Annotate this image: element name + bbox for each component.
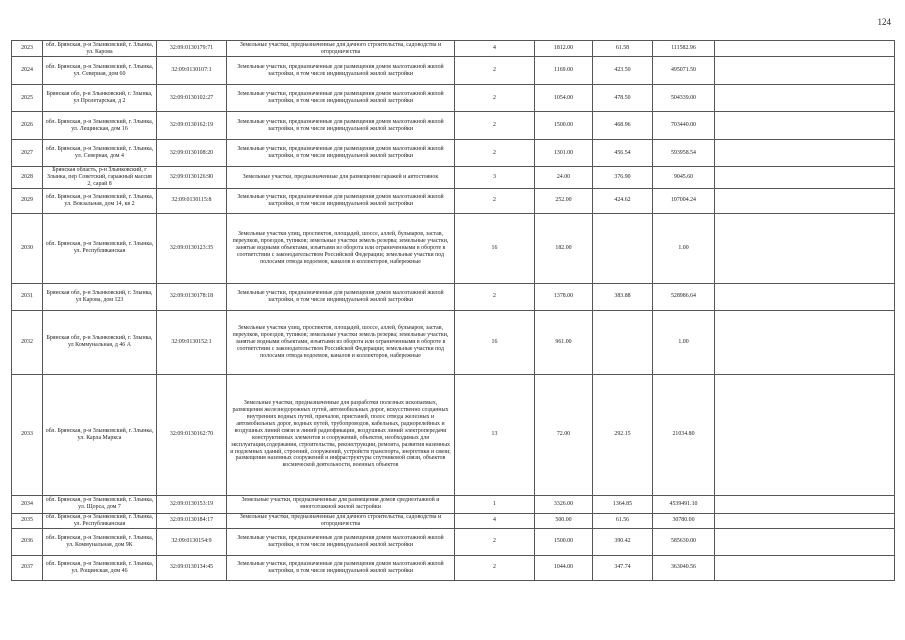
unit-price-cell: 390.42 bbox=[593, 528, 653, 555]
land-use-cell: Земельные участки, предназначенные для разработки полезных ископаемых, размещения железнодорожных путей, автомобильных дорог, искусственно созданных внутренних водных путей, причалов, пристаней, полос отвода железных и автомобильных дорог, водных путей, трубопроводов, кабельных, радиорелейных и воздушных линий связи и линий радиофикации, воздушных линий электропередачи конструктивных элементов и сооружений, объектов, необходимых для эксплуатации,содержания, строительства, реконструкции, ремонта, развития наземных и подземных зданий, строений, сооружений, устройств транспорта, энергетики и связи; размещения наземных сооружений и инфраструктуры спутниковой связи, объектов космической деятельности, военных объектов bbox=[227, 374, 455, 495]
cadastral-value-cell: 528986.64 bbox=[653, 283, 715, 310]
land-use-cell: Земельные участки, предназначенные для размещения домов малоэтажной жилой застройки, в том числе индивидуальной жилой застройки bbox=[227, 555, 455, 580]
empty-cell bbox=[715, 213, 895, 283]
address-cell: обл. Брянская, р-н Злынковский, г. Злынка, ул. Щорса, дом 7 bbox=[43, 495, 157, 513]
row-number: 2030 bbox=[12, 213, 43, 283]
area-cell: 1301.00 bbox=[535, 140, 593, 167]
address-cell: обл. Брянская, р-н Злынковский, г. Злынка, ул. Лещинская, дом 16 bbox=[43, 112, 157, 140]
cadastral-value-cell: 1.00 bbox=[653, 310, 715, 374]
row-number: 2027 bbox=[12, 140, 43, 167]
cadastral-value-cell: 363040.56 bbox=[653, 555, 715, 580]
cadastral-number-cell: 32:09:0130178:18 bbox=[157, 283, 227, 310]
area-cell: 1812.00 bbox=[535, 41, 593, 57]
unit-price-cell: 292.15 bbox=[593, 374, 653, 495]
row-number: 2026 bbox=[12, 112, 43, 140]
land-use-cell: Земельные участки, предназначенные для размещения домов малоэтажной жилой застройки, в том числе индивидуальной жилой застройки bbox=[227, 528, 455, 555]
cadastral-number-cell: 32:09:0130153:19 bbox=[157, 495, 227, 513]
land-use-cell: Земельные участки, предназначенные для размещения домов малоэтажной жилой застройки, в том числе индивидуальной жилой застройки bbox=[227, 85, 455, 112]
unit-price-cell: 423.50 bbox=[593, 57, 653, 85]
row-number: 2035 bbox=[12, 513, 43, 528]
row-number: 2031 bbox=[12, 283, 43, 310]
empty-cell bbox=[715, 528, 895, 555]
cadastral-value-cell: 4539491.10 bbox=[653, 495, 715, 513]
unit-price-cell: 347.74 bbox=[593, 555, 653, 580]
empty-cell bbox=[715, 85, 895, 112]
unit-price-cell: 61.56 bbox=[593, 513, 653, 528]
cadastral-number-cell: 32:09:0130152:1 bbox=[157, 310, 227, 374]
table-row bbox=[12, 112, 895, 140]
address-cell: Брянская область, р-н Злынковский, г Злынка, пер Советский, гаражный массив 2, сарай 8 bbox=[43, 167, 157, 189]
empty-cell bbox=[715, 188, 895, 213]
address-cell: обл. Брянская, р-н Злынковский, г. Злынка, ул. Карова bbox=[43, 41, 157, 57]
row-number: 2037 bbox=[12, 555, 43, 580]
area-cell: 1378.00 bbox=[535, 283, 593, 310]
cadastral-value-cell: 585630.00 bbox=[653, 528, 715, 555]
empty-cell bbox=[715, 283, 895, 310]
use-code-cell: 2 bbox=[455, 57, 535, 85]
unit-price-cell: 376.90 bbox=[593, 167, 653, 189]
cadastral-value-cell: 1.00 bbox=[653, 213, 715, 283]
area-cell: 1500.00 bbox=[535, 112, 593, 140]
empty-cell bbox=[715, 41, 895, 57]
empty-cell bbox=[715, 57, 895, 85]
use-code-cell: 2 bbox=[455, 555, 535, 580]
use-code-cell: 2 bbox=[455, 112, 535, 140]
use-code-cell: 16 bbox=[455, 310, 535, 374]
area-cell: 1044.00 bbox=[535, 555, 593, 580]
use-code-cell: 16 bbox=[455, 213, 535, 283]
unit-price-cell: 424.62 bbox=[593, 188, 653, 213]
row-number: 2028 bbox=[12, 167, 43, 189]
address-cell: обл. Брянская, р-н Злынковский, г. Злынка, ул. Республиканская bbox=[43, 213, 157, 283]
address-cell: обл. Брянская, р-н Злынковский, г. Злынка, ул. Республиканская bbox=[43, 513, 157, 528]
unit-price-cell: 61.58 bbox=[593, 41, 653, 57]
cadastral-value-cell: 703440.00 bbox=[653, 112, 715, 140]
cadastral-value-cell: 111582.96 bbox=[653, 41, 715, 57]
table-row bbox=[12, 188, 895, 213]
table-row bbox=[12, 528, 895, 555]
use-code-cell: 4 bbox=[455, 513, 535, 528]
unit-price-cell: 1364.85 bbox=[593, 495, 653, 513]
table-row bbox=[12, 41, 895, 57]
empty-cell bbox=[715, 112, 895, 140]
table-body bbox=[12, 41, 895, 581]
empty-cell bbox=[715, 555, 895, 580]
land-use-cell: Земельные участки, предназначенные для дачного строительства, садоводства и огородничества bbox=[227, 513, 455, 528]
use-code-cell: 2 bbox=[455, 140, 535, 167]
cadastral-number-cell: 32:09:0130126:90 bbox=[157, 167, 227, 189]
land-use-cell: Земельные участки, предназначенные для размещения домов малоэтажной жилой застройки, в том числе индивидуальной жилой застройки bbox=[227, 283, 455, 310]
table-row bbox=[12, 85, 895, 112]
area-cell: 1169.00 bbox=[535, 57, 593, 85]
cadastral-number-cell: 32:09:0130162:19 bbox=[157, 112, 227, 140]
address-cell: обл. Брянская, р-н Злынковский, г. Злынка, ул. Рощинская, дом 46 bbox=[43, 555, 157, 580]
area-cell: 1500.00 bbox=[535, 528, 593, 555]
row-number: 2033 bbox=[12, 374, 43, 495]
area-cell: 500.00 bbox=[535, 513, 593, 528]
cadastral-value-cell: 495071.50 bbox=[653, 57, 715, 85]
address-cell: обл. Брянская, р-н Злынковский, г. Злынка, ул. Коммунальная, дом 9К bbox=[43, 528, 157, 555]
cadastral-number-cell: 32:09:0130102:27 bbox=[157, 85, 227, 112]
land-use-cell: Земельные участки, предназначенные для размещения домов малоэтажной жилой застройки, в том числе индивидуальной жилой застройки bbox=[227, 188, 455, 213]
cadastral-value-cell: 9045.60 bbox=[653, 167, 715, 189]
cadastral-number-cell: 32:09:0130123:35 bbox=[157, 213, 227, 283]
row-number: 2036 bbox=[12, 528, 43, 555]
use-code-cell: 1 bbox=[455, 495, 535, 513]
row-number: 2023 bbox=[12, 41, 43, 57]
address-cell: Брянская обл, р-н Злынковский, г. Злынка, ул Пролетарская, д 2 bbox=[43, 85, 157, 112]
unit-price-cell: 468.96 bbox=[593, 112, 653, 140]
use-code-cell: 3 bbox=[455, 167, 535, 189]
unit-price-cell: 383.88 bbox=[593, 283, 653, 310]
empty-cell bbox=[715, 495, 895, 513]
row-number: 2034 bbox=[12, 495, 43, 513]
table-row bbox=[12, 495, 895, 513]
row-number: 2024 bbox=[12, 57, 43, 85]
cadastral-value-cell: 504339.00 bbox=[653, 85, 715, 112]
cadastral-number-cell: 32:09:0130162:70 bbox=[157, 374, 227, 495]
land-use-cell: Земельные участки, предназначенные для дачного строительства, садоводства и огородничества bbox=[227, 41, 455, 57]
cadastral-number-cell: 32:09:0130184:17 bbox=[157, 513, 227, 528]
area-cell: 182.00 bbox=[535, 213, 593, 283]
cadastral-value-cell: 593958.54 bbox=[653, 140, 715, 167]
empty-cell bbox=[715, 167, 895, 189]
use-code-cell: 2 bbox=[455, 85, 535, 112]
cadastral-number-cell: 32:09:0130179:71 bbox=[157, 41, 227, 57]
land-use-cell: Земельные участки, предназначенные для размещения домов малоэтажной жилой застройки, в том числе индивидуальной жилой застройки bbox=[227, 140, 455, 167]
use-code-cell: 4 bbox=[455, 41, 535, 57]
address-cell: обл. Брянская, р-н Злынковский, г. Злынка, ул. Карла Маркса bbox=[43, 374, 157, 495]
table-row bbox=[12, 140, 895, 167]
empty-cell bbox=[715, 513, 895, 528]
cadastral-number-cell: 32:09:0130154:9 bbox=[157, 528, 227, 555]
cadastral-number-cell: 32:09:0130107:1 bbox=[157, 57, 227, 85]
use-code-cell: 13 bbox=[455, 374, 535, 495]
unit-price-cell: 456.54 bbox=[593, 140, 653, 167]
land-use-cell: Земельные участки, предназначенные для размещения домов малоэтажной жилой застройки, в том числе индивидуальной жилой застройки bbox=[227, 57, 455, 85]
cadastral-value-cell: 21034.80 bbox=[653, 374, 715, 495]
table-row bbox=[12, 310, 895, 374]
area-cell: 72.00 bbox=[535, 374, 593, 495]
table-row bbox=[12, 167, 895, 189]
area-cell: 961.00 bbox=[535, 310, 593, 374]
table-row bbox=[12, 57, 895, 85]
table-row bbox=[12, 374, 895, 495]
area-cell: 252.00 bbox=[535, 188, 593, 213]
table-row bbox=[12, 213, 895, 283]
land-use-cell: Земельные участки, предназначенные для размещения домов малоэтажной жилой застройки, в том числе индивидуальной жилой застройки bbox=[227, 112, 455, 140]
use-code-cell: 2 bbox=[455, 188, 535, 213]
use-code-cell: 2 bbox=[455, 283, 535, 310]
area-cell: 1054.00 bbox=[535, 85, 593, 112]
empty-cell bbox=[715, 140, 895, 167]
cadastral-number-cell: 32:09:0130115:8 bbox=[157, 188, 227, 213]
unit-price-cell: 478.50 bbox=[593, 85, 653, 112]
empty-cell bbox=[715, 374, 895, 495]
table-row bbox=[12, 555, 895, 580]
land-use-cell: Земельные участки, предназначенные для размещения гаражей и автостоянок bbox=[227, 167, 455, 189]
cadastral-value-cell: 30780.00 bbox=[653, 513, 715, 528]
area-cell: 3326.00 bbox=[535, 495, 593, 513]
table-row bbox=[12, 283, 895, 310]
address-cell: обл. Брянская, р-н Злынковский, г. Злынка, ул. Вокзальная, дом 14, кв 2 bbox=[43, 188, 157, 213]
land-use-cell: Земельные участки улиц, проспектов, площадей, шоссе, аллей, бульваров, застав, переулков, проездов, тупиков; земельные участки земель резерва; земельные участки, занятые водными объектами, изъятыми из оборота или ограниченными в обороте в соответствии с законодательством Российской Федерации; земельные участки под полосами отвода водоемов, каналов и коллекторов, набережные bbox=[227, 310, 455, 374]
land-registry-table bbox=[11, 40, 895, 581]
use-code-cell: 2 bbox=[455, 528, 535, 555]
unit-price-cell bbox=[593, 213, 653, 283]
page-number: 124 bbox=[877, 17, 891, 27]
address-cell: обл. Брянская, р-н Злынковский, г. Злынка, ул. Северная, дом 4 bbox=[43, 140, 157, 167]
address-cell: обл. Брянская, р-н Злынковский, г. Злынка, ул. Северная, дом 60 bbox=[43, 57, 157, 85]
row-number: 2029 bbox=[12, 188, 43, 213]
address-cell: Брянская обл, р-н Злынковский, г. Злынка, ул Коммунальная, д 46 А bbox=[43, 310, 157, 374]
row-number: 2025 bbox=[12, 85, 43, 112]
land-use-cell: Земельные участки улиц, проспектов, площадей, шоссе, аллей, бульваров, застав, переулков, проездов, тупиков; земельные участки земель резерва; земельные участки, занятые водными объектами, изъятыми из оборота или ограниченными в обороте в соответствии с законодательством Российской Федерации; земельные участки под полосами отвода водоемов, каналов и коллекторов, набережные bbox=[227, 213, 455, 283]
row-number: 2032 bbox=[12, 310, 43, 374]
table-row bbox=[12, 513, 895, 528]
address-cell: Брянская обл, р-н Злынковский, г. Злынка, ул Карова, дом 123 bbox=[43, 283, 157, 310]
area-cell: 24.00 bbox=[535, 167, 593, 189]
unit-price-cell bbox=[593, 310, 653, 374]
land-use-cell: Земельные участки, предназначенные для размещения домов среднеэтажной и многоэтажной жилой застройки bbox=[227, 495, 455, 513]
empty-cell bbox=[715, 310, 895, 374]
cadastral-number-cell: 32:09:0130134:45 bbox=[157, 555, 227, 580]
cadastral-number-cell: 32:09:0130108:20 bbox=[157, 140, 227, 167]
cadastral-value-cell: 107004.24 bbox=[653, 188, 715, 213]
